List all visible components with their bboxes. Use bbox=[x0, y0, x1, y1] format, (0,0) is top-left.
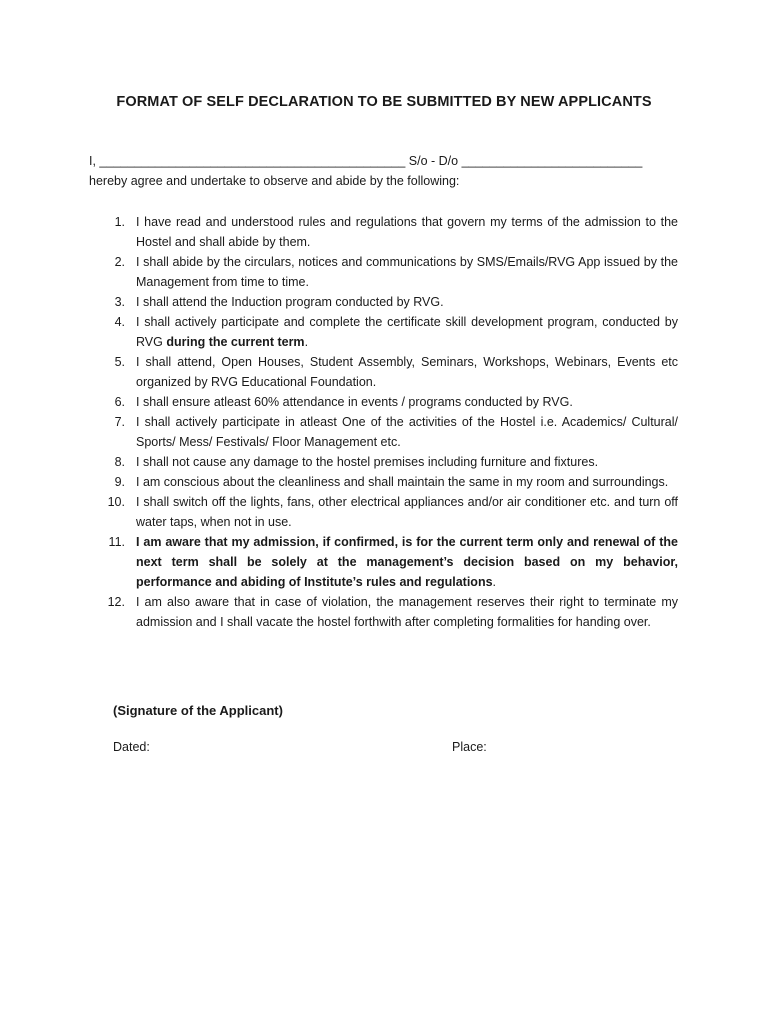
item-number: 2. bbox=[114, 255, 125, 269]
item-text: I have read and understood rules and regulations that govern my terms of the admission to the Hostel and shall abide by them. bbox=[136, 215, 678, 249]
item-number: 8. bbox=[114, 455, 125, 469]
item-number: 12. bbox=[107, 595, 125, 609]
item-number: 3. bbox=[114, 295, 125, 309]
item-text: I shall actively participate and complete the certificate skill development program, conducted by RVG bbox=[136, 315, 678, 349]
agreement-line: hereby agree and undertake to observe and abide by the following: bbox=[89, 174, 460, 188]
item-text: I shall actively participate in atleast One of the activities of the Hostel i.e. Academics/ Cultural/ Sports/ Mess/ Festivals/ Floor Management etc. bbox=[136, 415, 678, 449]
item-tail-text: . bbox=[492, 575, 497, 589]
item-bold-text: I am aware that my admission, if confirmed, is for the current term only and renewal of the next term shall be solely at the management’s decision based on my behavior, performance and abiding of Institute’s rules and regulations bbox=[136, 535, 678, 589]
document-title: FORMAT OF SELF DECLARATION TO BE SUBMITTED BY NEW APPLICANTS bbox=[116, 94, 652, 110]
declaration-item bbox=[89, 472, 678, 492]
item-text: I shall attend, Open Houses, Student Assembly, Seminars, Workshops, Webinars, Events etc organized by RVG Educational Foundation. bbox=[136, 355, 678, 389]
declaration-item bbox=[89, 592, 678, 632]
declaration-item bbox=[89, 212, 678, 252]
declaration-item bbox=[89, 452, 678, 472]
declaration-item bbox=[89, 532, 678, 592]
item-text: I shall switch off the lights, fans, other electrical appliances and/or air conditioner etc. and turn off water taps, when not in use. bbox=[136, 495, 678, 529]
dated-label: Dated: bbox=[113, 740, 150, 754]
declaration-item bbox=[89, 292, 678, 312]
declaration-item bbox=[89, 252, 678, 292]
declaration-item bbox=[89, 352, 678, 392]
item-number: 7. bbox=[114, 415, 125, 429]
item-text: I shall abide by the circulars, notices and communications by SMS/Emails/RVG App issued by the Management from time to time. bbox=[136, 255, 678, 289]
item-number: 1. bbox=[114, 215, 125, 229]
item-number: 9. bbox=[114, 475, 125, 489]
declaration-item bbox=[89, 312, 678, 352]
item-text: I shall attend the Induction program conducted by RVG. bbox=[136, 295, 444, 309]
signature-label: (Signature of the Applicant) bbox=[113, 703, 283, 718]
item-tail-text: . bbox=[304, 335, 309, 349]
item-bold-text: during the current term bbox=[166, 335, 305, 349]
item-text: I am conscious about the cleanliness and shall maintain the same in my room and surroundings. bbox=[136, 475, 669, 489]
declaration-item bbox=[89, 392, 678, 412]
declaration-item bbox=[89, 412, 678, 452]
applicant-name-line: I, ____________________________________________ S/o - D/o __________________________ bbox=[89, 154, 643, 168]
declaration-list bbox=[89, 212, 678, 632]
item-number: 11. bbox=[108, 535, 125, 549]
item-number: 6. bbox=[114, 395, 125, 409]
item-text: I am also aware that in case of violation, the management reserves their right to terminate my admission and I shall vacate the hostel forthwith after completing formalities for handing over. bbox=[136, 595, 678, 629]
item-number: 10. bbox=[107, 495, 125, 509]
item-text: I shall ensure atleast 60% attendance in events / programs conducted by RVG. bbox=[136, 395, 573, 409]
item-number: 5. bbox=[114, 355, 125, 369]
declaration-item bbox=[89, 492, 678, 532]
item-number: 4. bbox=[114, 315, 125, 329]
place-label: Place: bbox=[452, 740, 487, 754]
item-text: I shall not cause any damage to the hostel premises including furniture and fixtures. bbox=[136, 455, 599, 469]
